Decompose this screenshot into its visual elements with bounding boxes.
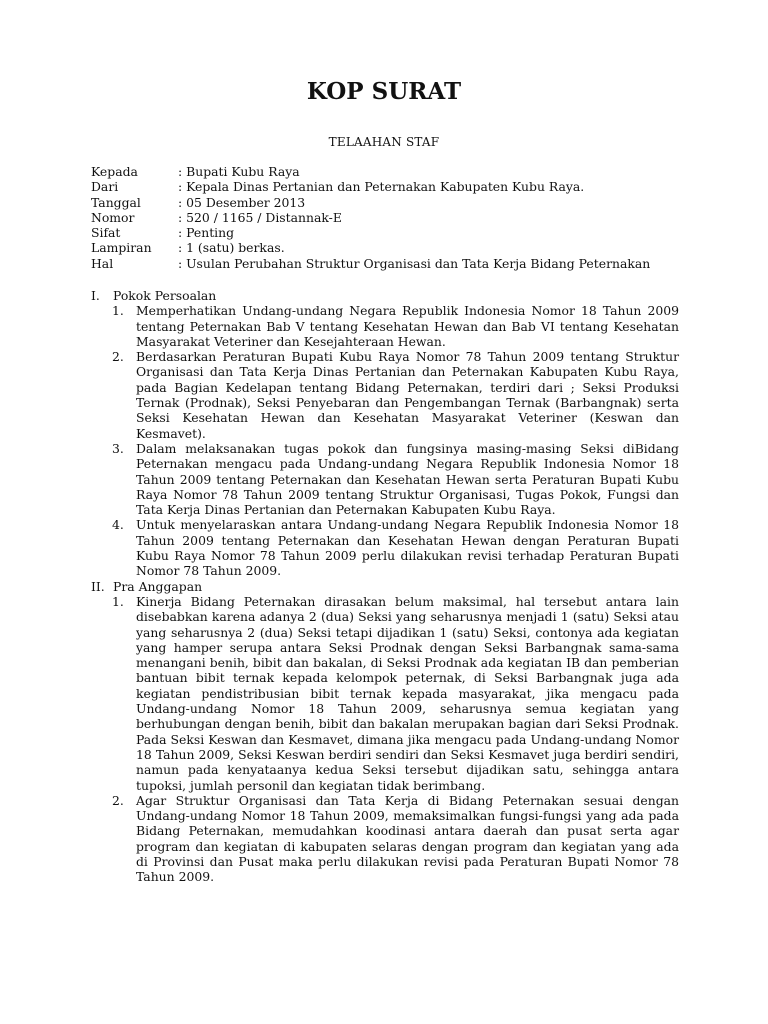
item-number: 2. — [112, 349, 124, 365]
header-value: : 1 (satu) berkas. — [178, 240, 285, 256]
header-value: : Usulan Perubahan Struktur Organisasi dan Tata Kerja Bidang Peternakan — [178, 255, 651, 271]
section-title: Pokok Persoalan — [113, 288, 217, 303]
header-value: : 05 Desember 2013 — [178, 194, 306, 210]
list-item — [91, 517, 679, 578]
list-item — [91, 349, 679, 441]
header-table — [91, 164, 650, 271]
item-text: Berdasarkan Peraturan Bupati Kubu Raya Nomor 78 Tahun 2009 tentang Struktur Organisasi dan Tata Kerja Dinas Pertanian dan Peternakan Kabupaten Kubu Raya, pada Bagian Kedelapan tentang Bidang Peternakan, terdiri dari ; Seksi Produksi Ternak (Prodnak), Seksi Penyebaran dan Pengembangan Ternak (Barbangnak) serta Seksi Kesehatan Hewan dan Kesehatan Masyarakat Veteriner (Keswan dan Kesmavet). — [136, 349, 679, 441]
document-body — [91, 288, 679, 885]
section-title: Pra Anggapan — [113, 578, 203, 594]
header-row — [91, 225, 650, 240]
section-items — [91, 594, 679, 885]
item-text: Memperhatikan Undang-undang Negara Republik Indonesia Nomor 18 Tahun 2009 tentang Peternakan Bab V tentang Kesehatan Hewan dan Bab VI tentang Kesehatan Masyarakat Veteriner dan Kesejahteraan Hewan. — [136, 303, 679, 349]
item-number: 2. — [112, 792, 124, 808]
section-number: II. — [91, 578, 105, 594]
header-value: : Penting — [178, 225, 235, 241]
header-label: Lampiran — [91, 240, 152, 256]
item-number: 1. — [112, 593, 124, 609]
header-row — [91, 256, 650, 271]
letterhead-title: KOP SURAT — [306, 78, 462, 105]
header-label: Kepada — [91, 164, 138, 179]
item-text: Untuk menyelaraskan antara Undang-undang Negara Republik Indonesia Nomor 18 Tahun 2009 tentang Peternakan dan Kesehatan Hewan dengan Peraturan Bupati Kubu Raya Nomor 78 Tahun 2009 perlu dilakukan revisi terhadap Peraturan Bupati Nomor 78 Tahun 2009. — [136, 517, 679, 579]
header-label: Tanggal — [91, 194, 141, 210]
header-row — [91, 240, 650, 255]
item-text: Agar Struktur Organisasi dan Tata Kerja di Bidang Peternakan sesuai dengan Undang-undang Nomor 18 Tahun 2009, memaksimalkan fungsi-fungsi yang ada pada Bidang Peternakan, memudahkan koodinasi antara daerah dan pusat serta agar program dan kegiatan di kabupaten selaras dengan program dan kegiatan yang ada di Provinsi dan Pusat maka perlu dilakukan revisi pada Peraturan Bupati Nomor 78 Tahun 2009. — [136, 792, 679, 885]
header-row — [91, 179, 650, 194]
header-row — [91, 195, 650, 210]
section-heading — [91, 288, 679, 303]
header-label: Sifat — [91, 225, 121, 241]
section-heading — [91, 579, 679, 594]
header-row — [91, 210, 650, 225]
header-value: : Bupati Kubu Raya — [178, 164, 300, 179]
section-items — [91, 303, 679, 578]
document-title: TELAAHAN STAF — [328, 135, 440, 149]
section-number: I. — [91, 288, 100, 303]
item-number: 4. — [112, 517, 124, 533]
header-value: : 520 / 1165 / Distannak-E — [178, 209, 342, 225]
header-row — [91, 164, 650, 179]
list-item — [91, 793, 679, 885]
item-number: 3. — [112, 440, 124, 456]
header-label: Nomor — [91, 209, 135, 225]
item-text: Kinerja Bidang Peternakan dirasakan belum maksimal, hal tersebut antara lain disebabkan karena adanya 2 (dua) Seksi yang seharusnya menjadi 1 (satu) Seksi atau yang seharusnya 2 (dua) Seksi tetapi dijadikan 1 (satu) Seksi, contonya ada kegiatan yang hamper serupa antara Seksi Prodnak dengan Seksi Barbangnak sama-sama menangani benih, bibit dan bakalan, di Seksi Prodnak ada kegiatan IB dan pemberian bantuan bibit ternak kepada kelompok peternak, di Seksi Barbangnak juga ada kegiatan pendistribusian bibit ternak kepada masyarakat, jika mengacu pada Undang-undang Nomor 18 Tahun 2009, seharusnya semua kegiatan yang berhubungan dengan benih, bibit dan bakalan merupakan bagian dari Seksi Prodnak. Pada Seksi Keswan dan Kesmavet, dimana jika mengacu pada Undang-undang Nomor 18 Tahun 2009, Seksi Keswan berdiri sendiri dan Seksi Kesmavet juga berdiri sendiri, namun pada kenyataanya kedua Seksi tersebut dijadikan satu, sehingga antara tupoksi, jumlah personil dan kegiatan tidak berimbang. — [136, 593, 679, 793]
list-item — [91, 303, 679, 349]
header-value: : Kepala Dinas Pertanian dan Peternakan Kabupaten Kubu Raya. — [178, 179, 585, 195]
list-item — [91, 441, 679, 517]
item-text: Dalam melaksanakan tugas pokok dan fungsinya masing-masing Seksi diBidang Peternakan mengacu pada Undang-undang Negara Republik Indonesia Nomor 18 Tahun 2009 tentang Peternakan dan Kesehatan Hewan serta Peraturan Bupati Kubu Raya Nomor 78 Tahun 2009 tentang Struktur Organisasi, Tugas Pokok, Fungsi dan Tata Kerja Dinas Pertanian dan Peternakan Kabupaten Kubu Raya. — [136, 440, 679, 518]
header-label: Dari — [91, 179, 119, 195]
header-label: Hal — [91, 255, 114, 271]
item-number: 1. — [112, 303, 124, 319]
list-item — [91, 594, 679, 793]
